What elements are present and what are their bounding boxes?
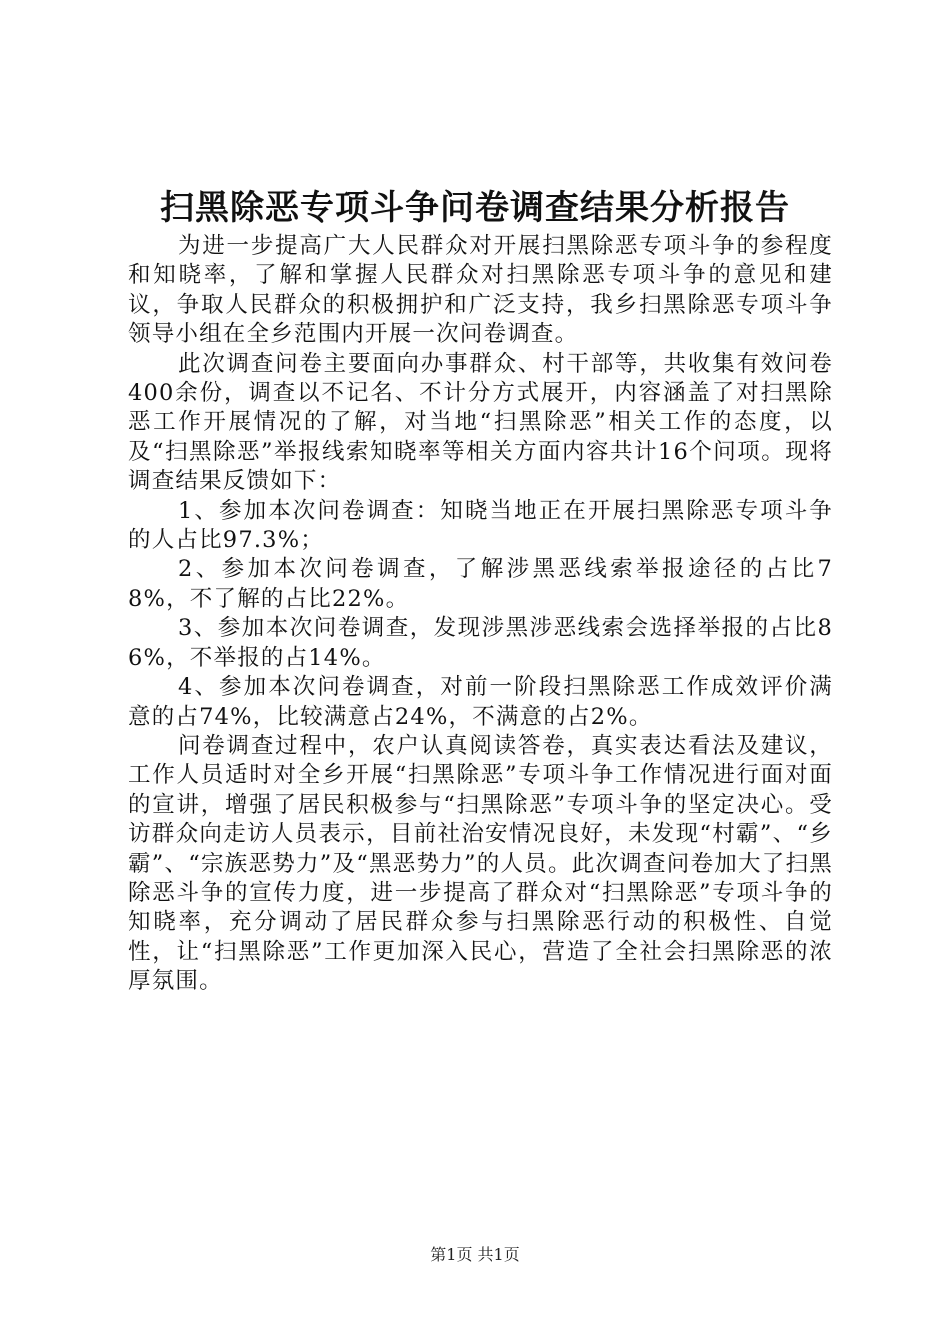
- page-number: 第1页 共1页: [430, 1245, 520, 1264]
- result-item-4: 4、参加本次问卷调查，对前一阶段扫黑除恶工作成效评价满意的占74%，比较满意占24%，不满意的占2%。: [128, 674, 833, 730]
- document-body: [128, 232, 833, 997]
- result-item-3: 3、参加本次问卷调查，发现涉黑涉恶线索会选择举报的占比86%，不举报的占14%。: [128, 615, 833, 671]
- survey-scope-paragraph: 此次调查问卷主要面向办事群众、村干部等，共收集有效问卷400余份，调查以不记名、不计分方式展开，内容涵盖了对扫黑除恶工作开展情况的了解，对当地“扫黑除恶”相关工作的态度，以及“扫黑除恶”举报线索知晓率等相关方面内容共计16个问项。现将调查结果反馈如下：: [128, 350, 833, 495]
- conclusion-paragraph: 问卷调查过程中，农户认真阅读答卷，真实表达看法及建议，工作人员适时对全乡开展“扫黑除恶”专项斗争工作情况进行面对面的宣讲，增强了居民积极参与“扫黑除恶”专项斗争的坚定决心。受访群众向走访人员表示，目前社治安情况良好，未发现“村霸”、“乡霸”、“宗族恶势力”及“黑恶势力”的人员。此次调查问卷加大了扫黑除恶斗争的宣传力度，进一步提高了群众对“扫黑除恶”专项斗争的知晓率，充分调动了居民群众参与扫黑除恶行动的积极性、自觉性，让“扫黑除恶”工作更加深入民心，营造了全社会扫黑除恶的浓厚氛围。: [128, 732, 833, 995]
- document-title: 扫黑除恶专项斗争问卷调查结果分析报告: [160, 188, 790, 228]
- intro-paragraph: 为进一步提高广大人民群众对开展扫黑除恶专项斗争的参程度和知晓率，了解和掌握人民群众对扫黑除恶专项斗争的意见和建议，争取人民群众的积极拥护和广泛支持，我乡扫黑除恶专项斗争领导小组在全乡范围内开展一次问卷调查。: [128, 233, 833, 348]
- result-item-2: 2、参加本次问卷调查，了解涉黑恶线索举报途径的占比78%，不了解的占比22%。: [128, 556, 833, 612]
- result-item-1: 1、参加本次问卷调查：知晓当地正在开展扫黑除恶专项斗争的人占比97.3%；: [128, 497, 833, 554]
